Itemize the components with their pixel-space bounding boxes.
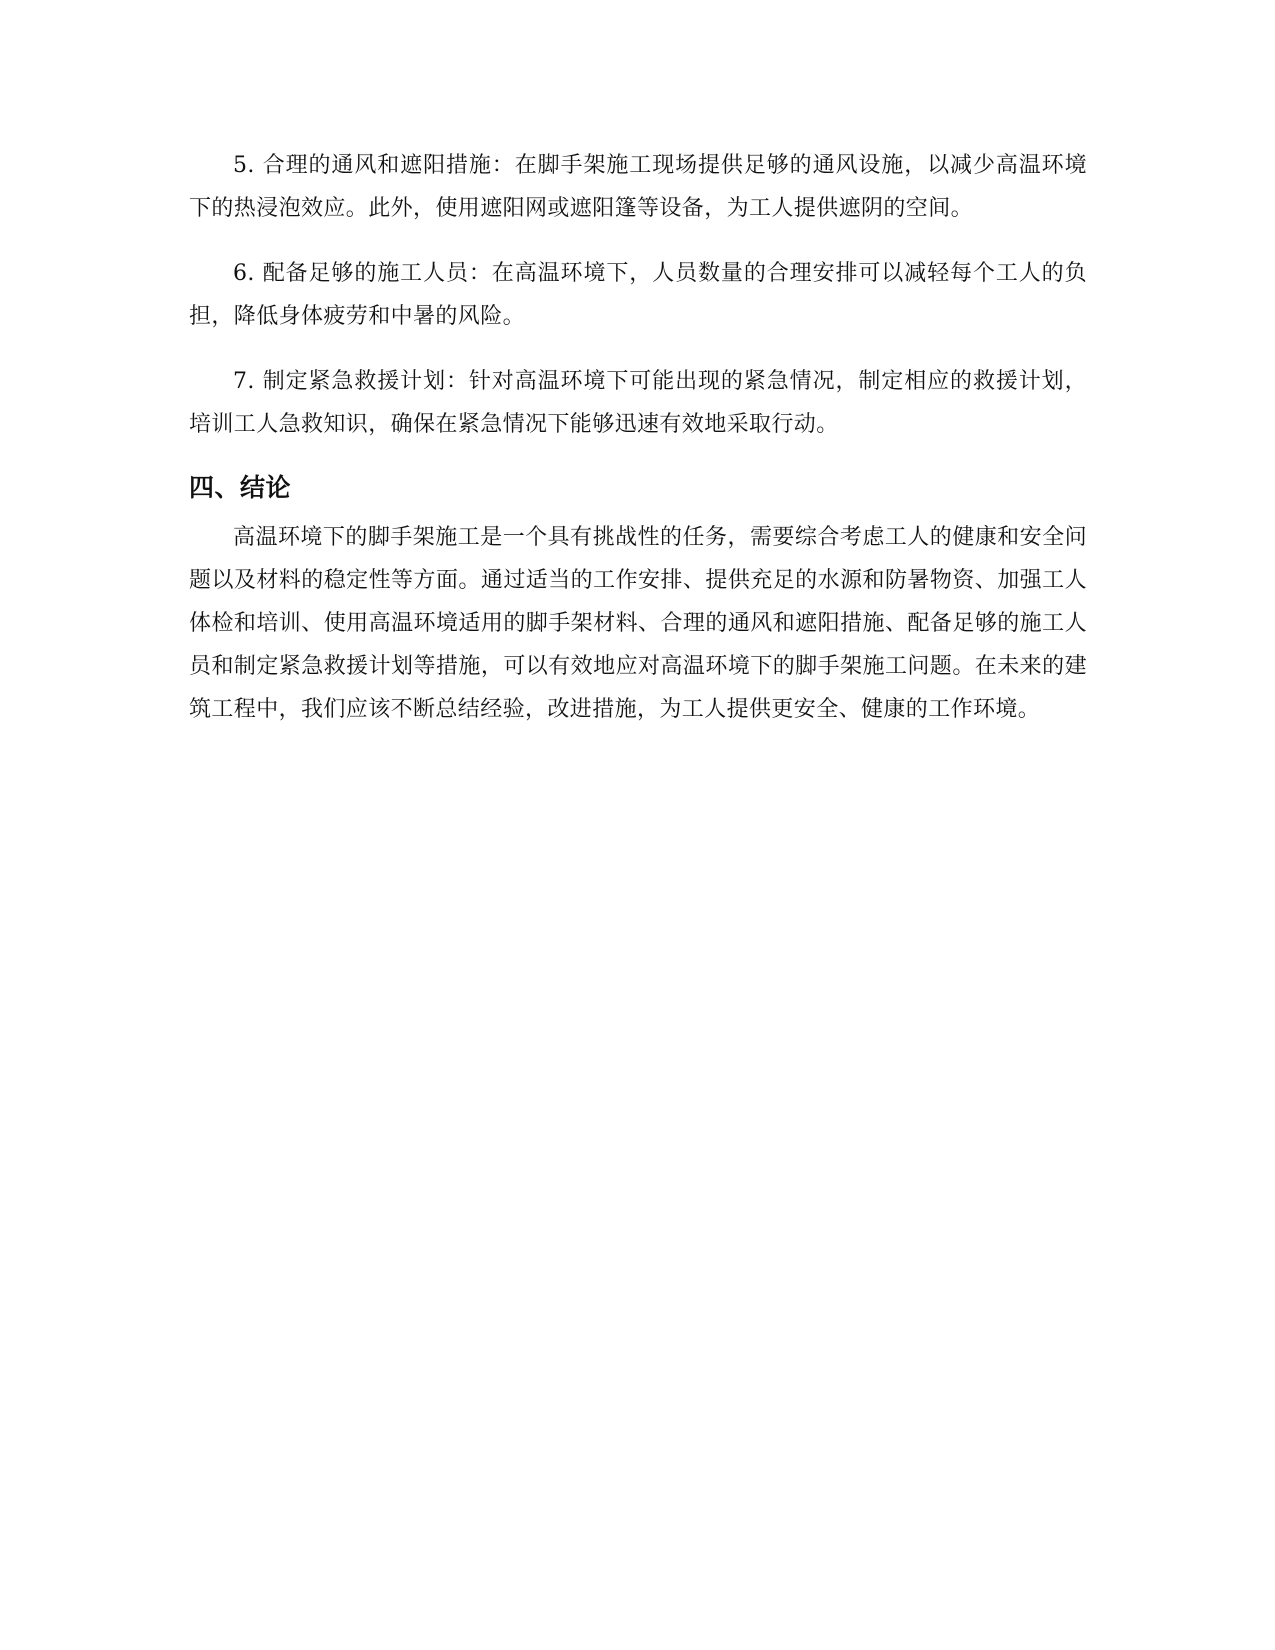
conclusion-paragraph: 高温环境下的脚手架施工是一个具有挑战性的任务，需要综合考虑工人的健康和安全问题以及材料的稳定性等方面。通过适当的工作安排、提供充足的水源和防暑物资、加强工人体检和培训、使用高温环境适用的脚手架材料、合理的通风和遮阳措施、配备足够的施工人员和制定紧急救援计划等措施，可以有效地应对高温环境下的脚手架施工问题。在未来的建筑工程中，我们应该不断总结经验，改进措施，为工人提供更安全、健康的工作环境。 — [189, 525, 1087, 722]
paragraph-item-6: 6. 配备足够的施工人员：在高温环境下，人员数量的合理安排可以减轻每个工人的负担，降低身体疲劳和中暑的风险。 — [189, 261, 1087, 329]
paragraph-item-7: 7. 制定紧急救援计划：针对高温环境下可能出现的紧急情况，制定相应的救援计划，培训工人急救知识，确保在紧急情况下能够迅速有效地采取行动。 — [189, 369, 1087, 437]
document-body — [189, 144, 1087, 753]
section-heading-conclusion: 四、结论 — [189, 473, 292, 502]
paragraph-item-5: 5. 合理的通风和遮阳措施：在脚手架施工现场提供足够的通风设施，以减少高温环境下的热浸泡效应。此外，使用遮阳网或遮阳篷等设备，为工人提供遮阴的空间。 — [189, 153, 1087, 221]
